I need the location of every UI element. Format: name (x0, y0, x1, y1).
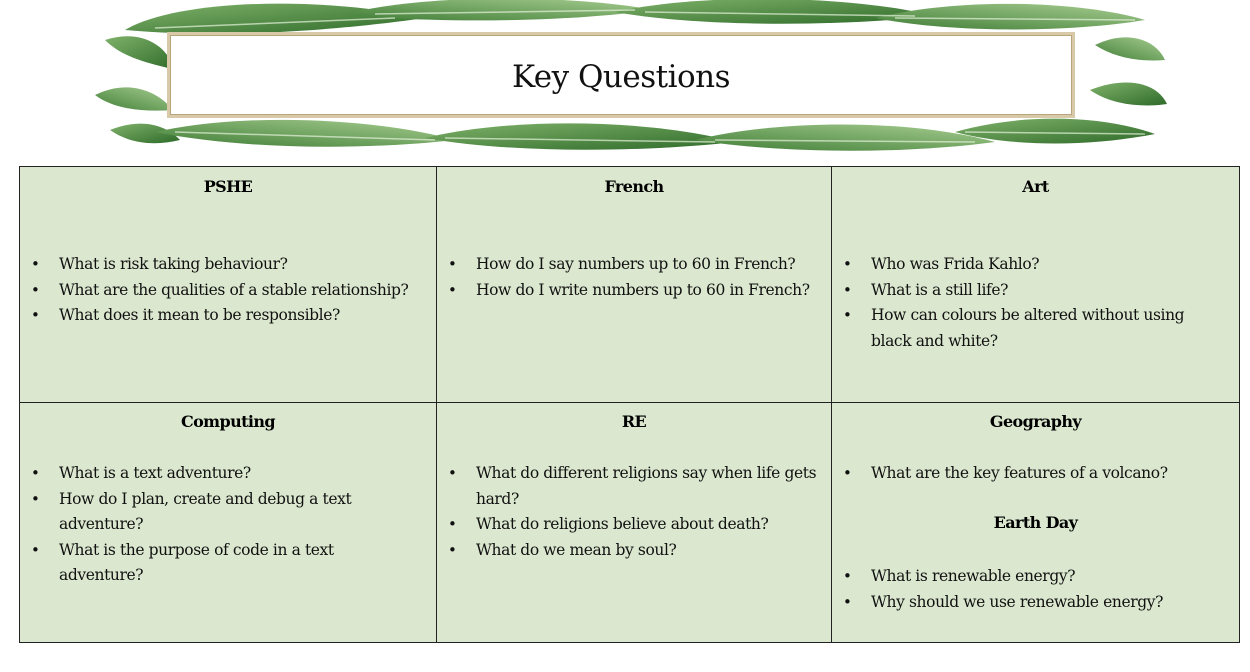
list-item: • How do I say numbers up to 60 in French? (437, 252, 831, 278)
list-item: • What do different religions say when life gets hard? (437, 461, 831, 512)
computing-heading: Computing (180, 412, 276, 431)
page-title: Key Questions (511, 59, 731, 95)
list-item: • What does it mean to be responsible? (20, 303, 436, 329)
earth-day-question-list (832, 564, 1239, 615)
geography-question-list (832, 461, 1239, 487)
list-item: • What is a text adventure? (20, 461, 436, 487)
computing-cell (20, 403, 437, 642)
art-heading: Art (1022, 177, 1049, 196)
list-item: • How do I plan, create and debug a text adventure? (20, 487, 436, 538)
geography-heading: Geography (989, 412, 1082, 431)
pshe-cell (20, 167, 437, 403)
geography-cell (832, 403, 1239, 642)
list-item: • How do I write numbers up to 60 in French? (437, 278, 831, 304)
art-question-list (832, 252, 1239, 354)
french-question-list (437, 252, 831, 303)
pshe-heading: PSHE (203, 177, 253, 196)
pshe-question-list (20, 252, 436, 329)
earth-day-heading: Earth Day (993, 513, 1078, 532)
list-item: • What is renewable energy? (832, 564, 1239, 590)
list-item: • What do religions believe about death? (437, 512, 831, 538)
list-item: • What is risk taking behaviour? (20, 252, 436, 278)
re-heading: RE (621, 412, 647, 431)
title-banner (95, 0, 1170, 160)
re-cell (437, 403, 832, 642)
list-item: • How can colours be altered without using black and white? (832, 303, 1239, 354)
computing-question-list (20, 461, 436, 589)
list-item: • What is the purpose of code in a text adventure? (20, 538, 436, 589)
list-item: • What are the qualities of a stable relationship? (20, 278, 436, 304)
list-item: • What are the key features of a volcano? (832, 461, 1239, 487)
art-cell (832, 167, 1239, 403)
re-question-list (437, 461, 831, 563)
list-item: • What do we mean by soul? (437, 538, 831, 564)
title-box (167, 32, 1075, 118)
french-cell (437, 167, 832, 403)
list-item: • What is a still life? (832, 278, 1239, 304)
list-item: • Who was Frida Kahlo? (832, 252, 1239, 278)
french-heading: French (604, 177, 664, 196)
key-questions-grid (19, 166, 1240, 643)
list-item: • Why should we use renewable energy? (832, 590, 1239, 616)
